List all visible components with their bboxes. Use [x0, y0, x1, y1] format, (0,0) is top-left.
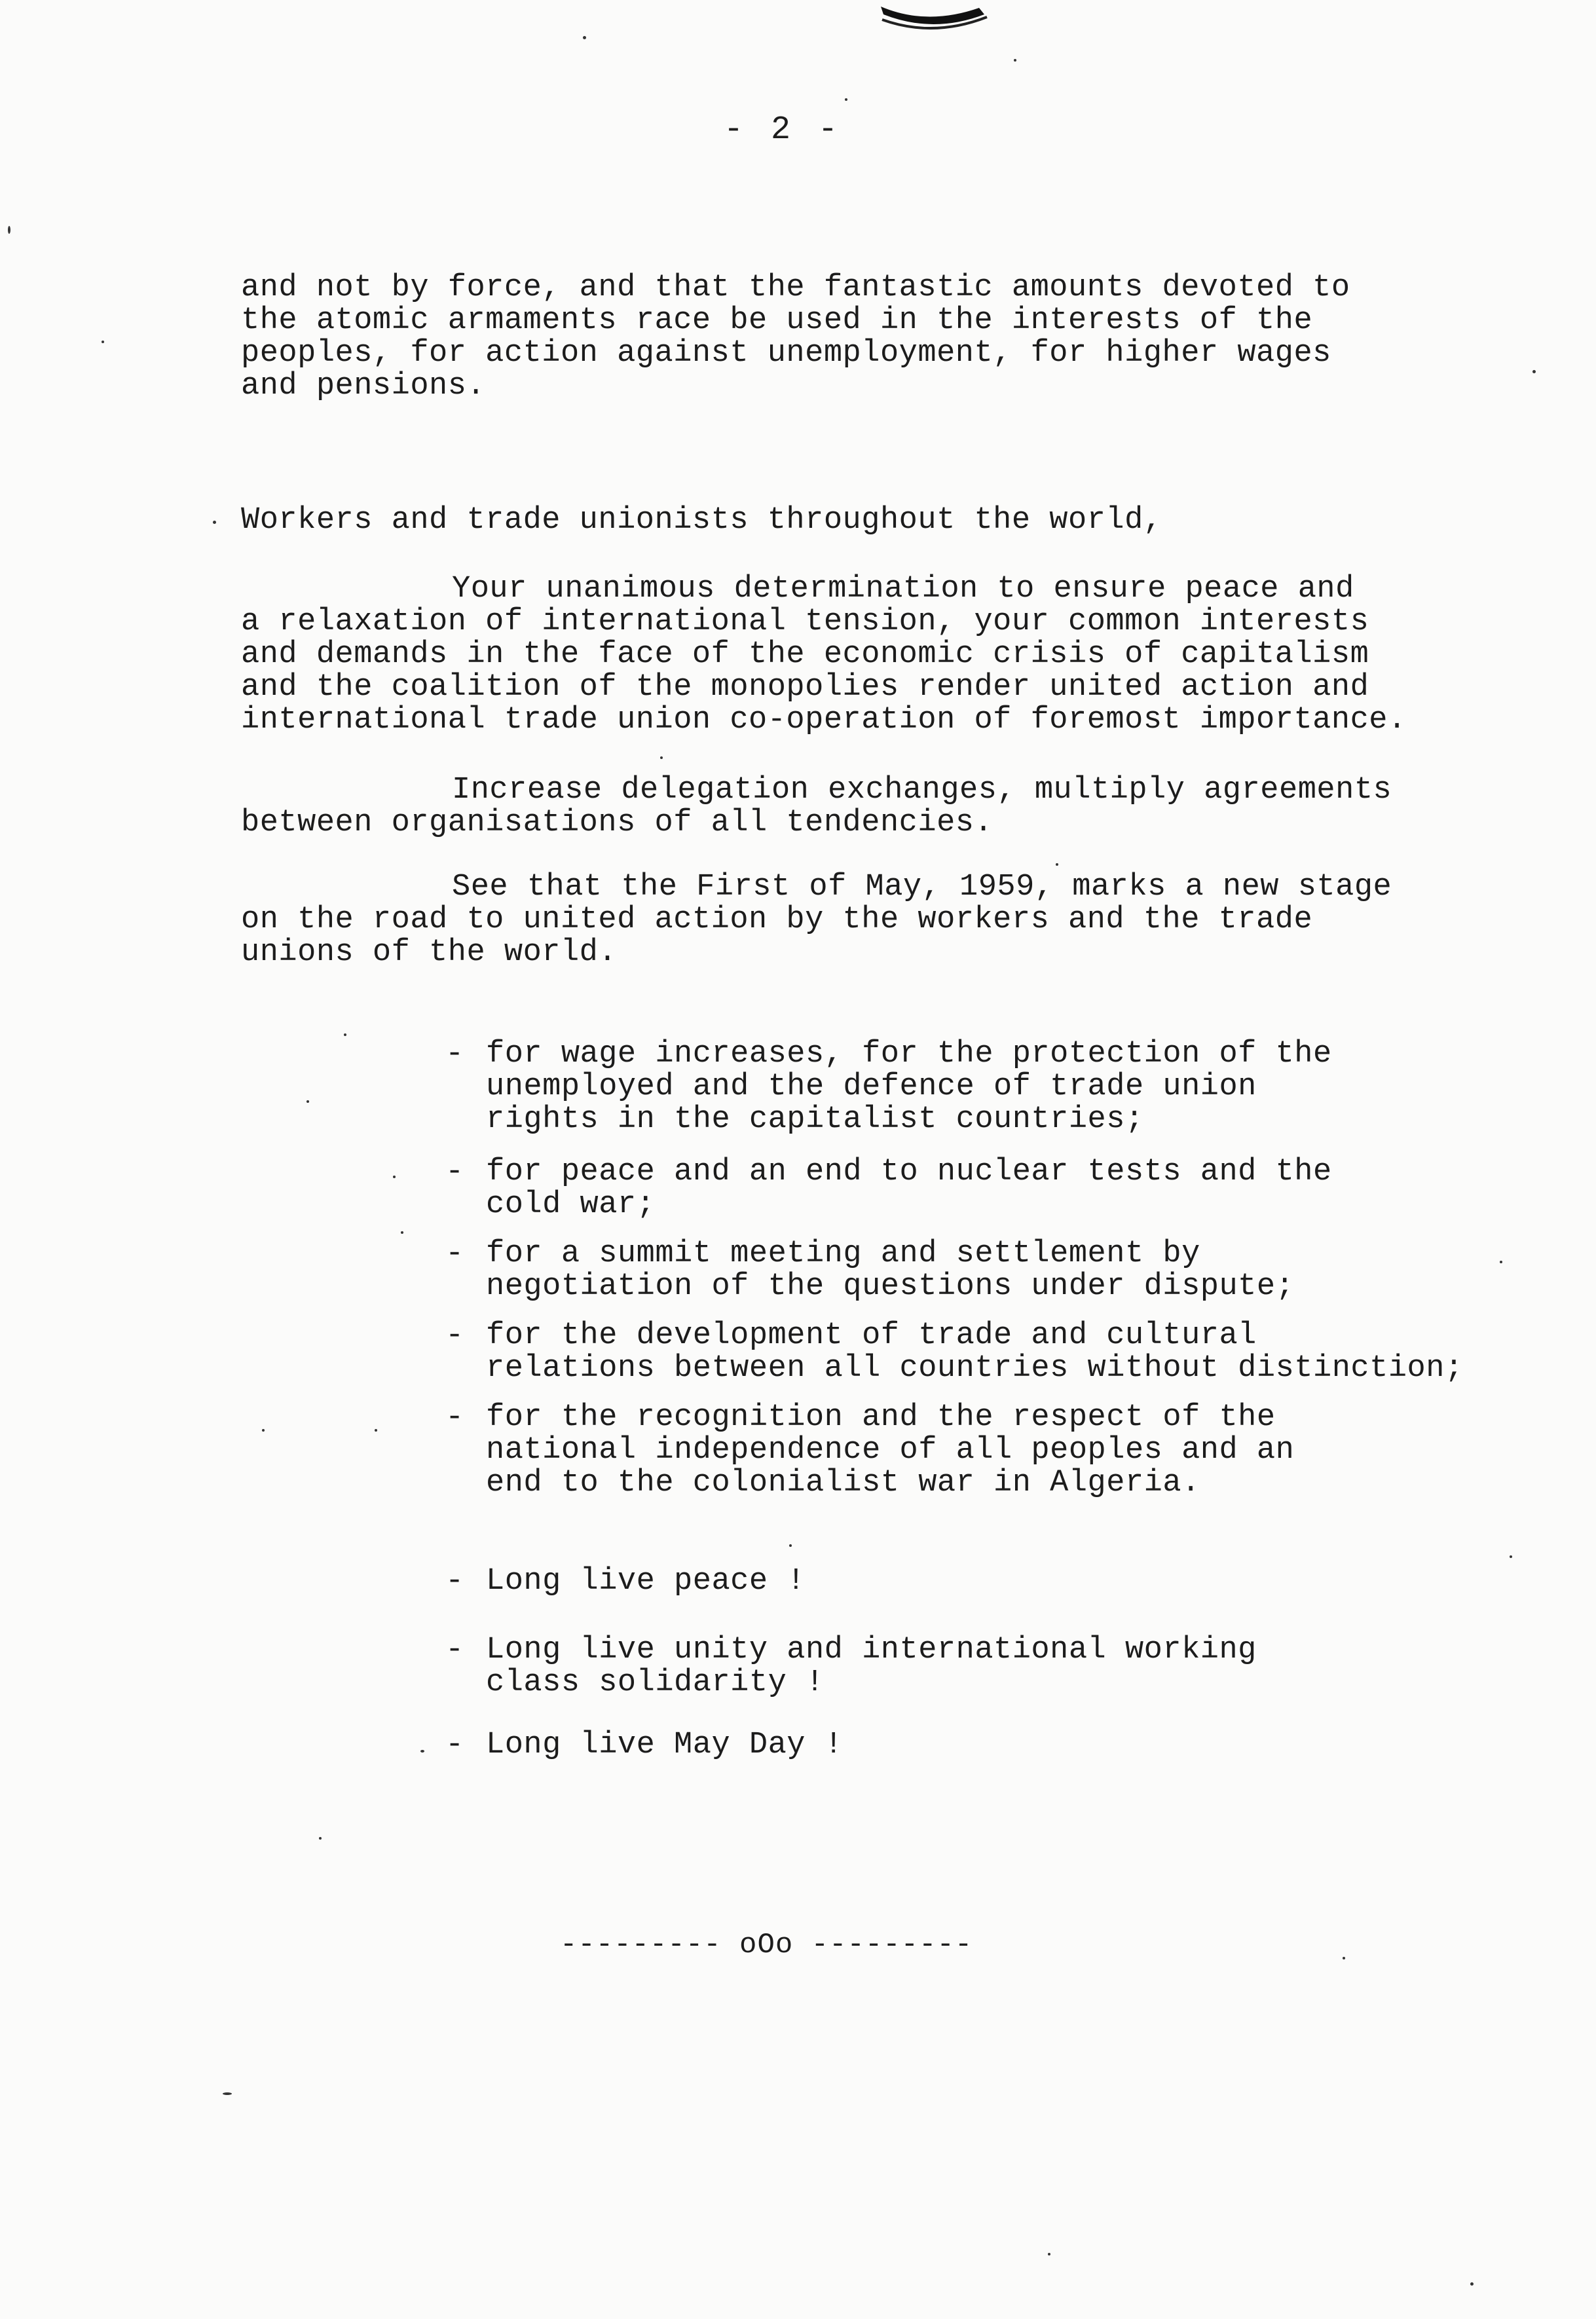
scan-speck: [213, 521, 216, 524]
list-item-text: for a summit meeting and settlement by negotiation of the questions under dispute;: [486, 1236, 1295, 1304]
list-dash: -: [445, 1728, 464, 1762]
scan-speck: [375, 1429, 377, 1432]
scan-speck: [1343, 1957, 1345, 1959]
paragraph-unity-first-line: Your unanimous determination to ensure peace and: [452, 572, 1354, 606]
scan-speck: [1056, 863, 1058, 866]
scan-speck: [223, 2092, 232, 2095]
list-item-text: for the development of trade and cultural relations between all countries without distinction;: [486, 1318, 1464, 1386]
list-item: [445, 1037, 1332, 1169]
paragraph-delegations: between organisations of all tendencies.: [241, 806, 993, 840]
slogan-text: Long live unity and international working class solidarity !: [486, 1633, 1257, 1700]
list-dash: -: [445, 1564, 464, 1599]
paragraph-may-day-first-line: See that the First of May, 1959, marks a new stage: [452, 870, 1392, 904]
slogan-text: Long live May Day !: [486, 1728, 844, 1762]
scan-speck: [344, 1033, 346, 1036]
punch-mark-graphic: [874, 0, 1005, 39]
list-item-text: for the recognition and the respect of the national independence of all peoples and an end to the colonialist war in Algeria.: [486, 1400, 1295, 1500]
scan-speck: [306, 1100, 309, 1103]
paragraph-may-day: on the road to united action by the workers and the trade unions of the world.: [241, 902, 1313, 970]
scan-speck: [8, 226, 10, 234]
list-dash: -: [445, 1155, 464, 1189]
scan-speck: [789, 1544, 792, 1547]
scan-speck: [401, 1231, 403, 1234]
scan-speck: [393, 1176, 396, 1178]
end-divider: --------- oOo ---------: [560, 1929, 973, 1961]
list-dash: -: [445, 1633, 464, 1667]
list-item-text: for peace and an end to nuclear tests and the cold war;: [486, 1155, 1332, 1222]
scan-speck: [1500, 1261, 1502, 1263]
paragraph-intro: and not by force, and that the fantastic amounts devoted to the atomic armaments race be used in the interests of the peoples, for action against unemployment, for higher wages and pensions.: [241, 270, 1350, 403]
slogan-text: Long live peace !: [486, 1564, 806, 1599]
scan-speck: [319, 1837, 322, 1840]
list-item-text: for wage increases, for the protection of the unemployed and the defence of trade union rights in the capitalist countries;: [486, 1037, 1332, 1137]
paragraph-unity: a relaxation of international tension, your common interests and demands in the face of the economic crisis of capitalism and the coalition of the monopolies render united action and international trade union co-operation of foremost importance.: [241, 604, 1407, 737]
scan-speck: [420, 1750, 424, 1753]
salutation: Workers and trade unionists throughout the world,: [241, 503, 1162, 538]
page-number: - 2 -: [724, 111, 842, 149]
list-item: [445, 1400, 1295, 1532]
scan-speck: [1532, 370, 1536, 373]
scan-speck: [1048, 2253, 1050, 2255]
list-dash: -: [445, 1236, 464, 1271]
list-dash: -: [445, 1400, 464, 1435]
scan-speck: [1014, 59, 1016, 62]
scan-speck: [583, 36, 586, 39]
scan-speck: [845, 98, 847, 101]
scan-speck: [660, 756, 663, 759]
scan-speck: [1510, 1555, 1512, 1558]
list-dash: -: [445, 1318, 464, 1353]
scan-speck: [1470, 2282, 1474, 2286]
list-dash: -: [445, 1037, 464, 1071]
scan-speck: [102, 341, 104, 343]
slogan-item: [445, 1728, 844, 1860]
scan-speck: [262, 1429, 265, 1432]
paragraph-delegations-first-line: Increase delegation exchanges, multiply agreements: [452, 773, 1392, 807]
